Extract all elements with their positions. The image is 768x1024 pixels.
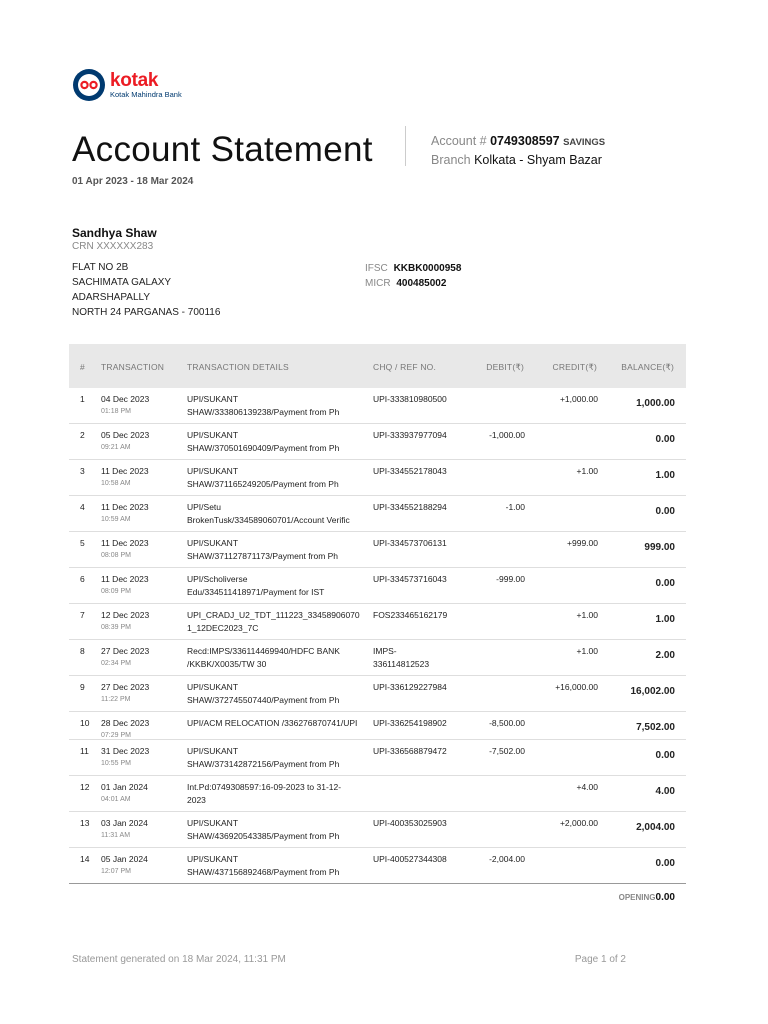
row-date: 05 Jan 2024: [101, 854, 148, 864]
row-details-line: UPI/ACM RELOCATION /336276870741/UPI: [187, 718, 358, 728]
row-balance: 1.00: [655, 470, 675, 481]
opening-value: 0.00: [655, 892, 675, 903]
row-debit: -999.00: [496, 574, 525, 584]
row-time: 11:22 PM: [101, 696, 131, 703]
row-balance: 999.00: [644, 542, 675, 553]
row-date-cell: [101, 429, 149, 453]
row-number: 2: [80, 430, 85, 440]
row-credit: +999.00: [567, 538, 598, 548]
row-details-line: UPI/Scholiverse: [187, 574, 248, 584]
table-row: [69, 812, 686, 848]
row-balance: 0.00: [655, 506, 675, 517]
row-ref-line: UPI-334552188294: [373, 502, 447, 512]
row-details: [187, 717, 371, 730]
row-number: 11: [80, 746, 89, 756]
row-credit: +4.00: [576, 782, 598, 792]
header-details: TRANSACTION DETAILS: [187, 362, 289, 372]
row-ref: [373, 681, 447, 694]
bank-subtitle: Kotak Mahindra Bank: [110, 90, 182, 100]
table-row: [69, 640, 686, 676]
row-details-line: SHAW/371127871173/Payment from Ph: [187, 551, 339, 561]
row-credit: +1.00: [576, 610, 598, 620]
micr-code: 400485002: [396, 278, 447, 289]
account-info: [431, 134, 605, 148]
bank-codes: [365, 261, 461, 291]
row-date-cell: [101, 717, 149, 741]
table-row: [69, 740, 686, 776]
row-balance: 0.00: [655, 858, 675, 869]
row-details-line: SHAW/371165249205/Payment from Ph: [187, 479, 339, 489]
row-details: [187, 537, 371, 563]
row-time: 08:09 PM: [101, 588, 131, 595]
row-balance: 7,502.00: [636, 722, 675, 733]
row-date-cell: [101, 817, 148, 841]
row-credit: +1,000.00: [559, 394, 598, 404]
header-transaction: TRANSACTION: [101, 362, 165, 372]
row-number: 3: [80, 466, 85, 476]
row-details: [187, 501, 371, 527]
bank-logo: [72, 68, 182, 102]
row-details: [187, 573, 371, 599]
row-ref-line: UPI-334573716043: [373, 574, 447, 584]
row-time: 04:01 AM: [101, 796, 131, 803]
row-ref-line: 336114812523: [373, 659, 430, 669]
table-row: [69, 604, 686, 640]
row-number: 10: [80, 718, 90, 728]
page-title: Account Statement: [72, 130, 373, 169]
row-balance: 1.00: [655, 614, 675, 625]
ifsc-code: KKBK0000958: [393, 263, 462, 274]
header-ref: CHQ / REF NO.: [373, 362, 437, 372]
row-ref: [373, 501, 447, 514]
row-debit: -7,502.00: [489, 746, 525, 756]
row-balance: 2,004.00: [636, 822, 675, 833]
table-row: [69, 388, 686, 424]
row-details-line: UPI/SUKANT: [187, 538, 239, 548]
row-number: 5: [80, 538, 85, 548]
address-line: ADARSHAPALLY: [72, 292, 150, 303]
account-type: SAVINGS: [563, 137, 606, 148]
row-number: 14: [80, 854, 90, 864]
row-ref: [373, 609, 447, 622]
row-details-line: SHAW/370501690409/Payment from Ph: [187, 443, 340, 453]
row-details: [187, 745, 371, 771]
customer-crn: CRN XXXXXX283: [72, 241, 154, 252]
table-row: [69, 676, 686, 712]
row-balance: 0.00: [655, 434, 675, 445]
branch-label: Branch: [431, 153, 471, 167]
address-line: NORTH 24 PARGANAS - 700116: [72, 307, 221, 318]
row-details-line: Recd:IMPS/336114469940/HDFC BANK: [187, 646, 340, 656]
row-time: 10:55 PM: [101, 760, 131, 767]
row-ref: [373, 537, 447, 550]
row-details-line: UPI/SUKANT: [187, 466, 239, 476]
row-time: 10:58 AM: [101, 480, 131, 487]
row-date-cell: [101, 681, 149, 705]
table-row: [69, 848, 686, 884]
row-time: 02:34 PM: [101, 660, 131, 667]
row-date: 12 Dec 2023: [101, 610, 150, 620]
row-ref-line: UPI-334573706131: [373, 538, 447, 548]
row-debit: -1.00: [505, 502, 525, 512]
row-time: 09:21 AM: [101, 444, 131, 451]
row-ref-line: UPI-336129227984: [373, 682, 447, 692]
row-details-line: 1_12DEC2023_7C: [187, 623, 259, 633]
row-date-cell: [101, 573, 149, 597]
customer-name: Sandhya Shaw: [72, 226, 157, 240]
row-details-line: Int.Pd:0749308597:16-09-2023 to 31-12-: [187, 782, 342, 792]
row-date: 28 Dec 2023: [101, 718, 150, 728]
row-ref: [373, 465, 447, 478]
row-ref: [373, 817, 447, 830]
row-details-line: UPI/Setu: [187, 502, 222, 512]
row-details: [187, 681, 371, 707]
row-time: 10:59 AM: [101, 516, 131, 523]
row-details: [187, 645, 371, 671]
row-number: 12: [80, 782, 90, 792]
table-row: [69, 424, 686, 460]
row-details-line: UPI/SUKANT: [187, 394, 239, 404]
row-credit: +2,000.00: [559, 818, 598, 828]
row-time: 12:07 PM: [101, 868, 131, 875]
row-date: 11 Dec 2023: [101, 502, 149, 512]
row-balance: 1,000.00: [636, 398, 675, 409]
row-date-cell: [101, 645, 149, 669]
row-number: 13: [80, 818, 90, 828]
row-details: [187, 817, 371, 843]
branch-name: Kolkata - Shyam Bazar: [474, 153, 602, 167]
row-ref-line: UPI-333810980500: [373, 394, 447, 404]
header-num: #: [80, 362, 85, 372]
row-credit: +1.00: [576, 646, 598, 656]
row-details: [187, 465, 371, 491]
opening-balance: [619, 892, 675, 903]
row-details-line: SHAW/437156892468/Payment from Ph: [187, 867, 340, 877]
row-date: 05 Dec 2023: [101, 430, 150, 440]
header-debit: DEBIT(₹): [486, 362, 524, 372]
row-details-line: Edu/334511418971/Payment for IST: [187, 587, 325, 597]
row-number: 8: [80, 646, 85, 656]
row-details-line: /KKBK/X0035/TW 30: [187, 659, 267, 669]
row-details-line: SHAW/373142872156/Payment from Ph: [187, 759, 340, 769]
row-date: 31 Dec 2023: [101, 746, 150, 756]
table-row: [69, 568, 686, 604]
row-details-line: UPI/SUKANT: [187, 682, 239, 692]
row-number: 7: [80, 610, 85, 620]
row-debit: -8,500.00: [489, 718, 525, 728]
row-date: 27 Dec 2023: [101, 646, 150, 656]
row-ref: [373, 393, 447, 406]
row-ref-line: IMPS-: [373, 646, 397, 656]
branch-info: [431, 153, 602, 167]
row-number: 4: [80, 502, 85, 512]
row-ref-line: UPI-333937977094: [373, 430, 447, 440]
row-time: 01:18 PM: [101, 408, 131, 415]
row-details-line: SHAW/333806139238/Payment from Ph: [187, 407, 340, 417]
row-date-cell: [101, 465, 149, 489]
row-details: [187, 393, 371, 419]
bank-name: kotak: [110, 70, 159, 92]
row-date: 03 Jan 2024: [101, 818, 148, 828]
table-row: [69, 712, 686, 740]
row-ref: [373, 745, 447, 758]
table-row: [69, 532, 686, 568]
row-credit: +1.00: [576, 466, 598, 476]
row-date-cell: [101, 853, 148, 877]
row-details: [187, 429, 371, 455]
row-details-line: SHAW/436920543385/Payment from Ph: [187, 831, 340, 841]
row-date: 01 Jan 2024: [101, 782, 148, 792]
row-ref-line: UPI-336568879472: [373, 746, 447, 756]
row-ref-line: UPI-400353025903: [373, 818, 447, 828]
header-credit: CREDIT(₹): [552, 362, 597, 372]
row-ref-line: UPI-400527344308: [373, 854, 447, 864]
row-balance: 0.00: [655, 578, 675, 589]
row-details: [187, 781, 371, 807]
row-ref: [373, 717, 447, 730]
account-label: Account #: [431, 134, 487, 148]
micr-label: MICR: [365, 278, 391, 289]
account-number: 0749308597: [490, 134, 560, 148]
row-number: 9: [80, 682, 85, 692]
statement-period: 01 Apr 2023 - 18 Mar 2024: [72, 176, 194, 187]
row-ref: [373, 429, 447, 442]
row-ref-line: UPI-334552178043: [373, 466, 447, 476]
row-ref: [373, 853, 447, 866]
opening-label: OPENING: [618, 893, 656, 902]
row-debit: -2,004.00: [489, 854, 525, 864]
row-date-cell: [101, 745, 149, 769]
row-date-cell: [101, 781, 148, 805]
row-details-line: UPI/SUKANT: [187, 818, 239, 828]
row-balance: 16,002.00: [630, 686, 675, 697]
customer-address: [72, 260, 220, 320]
row-credit: +16,000.00: [555, 682, 598, 692]
row-details-line: UPI/SUKANT: [187, 746, 239, 756]
row-number: 6: [80, 574, 85, 584]
address-line: SACHIMATA GALAXY: [72, 277, 172, 288]
row-details-line: SHAW/372745507440/Payment from Ph: [187, 695, 340, 705]
row-number: 1: [80, 394, 85, 404]
row-time: 08:39 PM: [101, 624, 131, 631]
row-details-line: UPI/SUKANT: [187, 430, 239, 440]
row-time: 11:31 AM: [101, 832, 131, 839]
row-date-cell: [101, 609, 149, 633]
row-balance: 0.00: [655, 750, 675, 761]
row-date-cell: [101, 537, 149, 561]
header-balance: BALANCE(₹): [621, 362, 674, 372]
row-time: 07:29 PM: [101, 732, 131, 739]
row-date: 11 Dec 2023: [101, 538, 149, 548]
row-details: [187, 853, 371, 879]
ifsc-label: IFSC: [365, 263, 388, 274]
footer-page: Page 1 of 2: [574, 954, 626, 965]
table-header: [69, 344, 686, 388]
row-details-line: 2023: [187, 795, 206, 805]
row-ref: [373, 645, 429, 671]
row-date: 11 Dec 2023: [101, 466, 149, 476]
row-balance: 2.00: [655, 650, 675, 661]
row-ref: [373, 573, 447, 586]
table-row: [69, 776, 686, 812]
footer-generated: Statement generated on 18 Mar 2024, 11:31 PM: [72, 954, 286, 965]
row-details-line: UPI_CRADJ_U2_TDT_111223_33458906070: [187, 610, 360, 620]
row-date-cell: [101, 501, 149, 525]
address-line: FLAT NO 2B: [72, 262, 129, 273]
table-row: [69, 496, 686, 532]
row-debit: -1,000.00: [489, 430, 525, 440]
header-divider: [405, 126, 406, 166]
row-date: 04 Dec 2023: [101, 394, 150, 404]
row-date-cell: [101, 393, 149, 417]
row-details-line: BrokenTusk/334589060701/Account Verific: [187, 515, 350, 525]
kotak-logo-icon: [72, 68, 106, 102]
row-ref-line: UPI-336254198902: [373, 718, 447, 728]
row-balance: 4.00: [655, 786, 675, 797]
table-row: [69, 460, 686, 496]
row-details: [187, 609, 371, 635]
row-date: 27 Dec 2023: [101, 682, 150, 692]
row-time: 08:08 PM: [101, 552, 131, 559]
row-details-line: UPI/SUKANT: [187, 854, 239, 864]
row-ref-line: FOS233465162179: [373, 610, 448, 620]
row-date: 11 Dec 2023: [101, 574, 149, 584]
